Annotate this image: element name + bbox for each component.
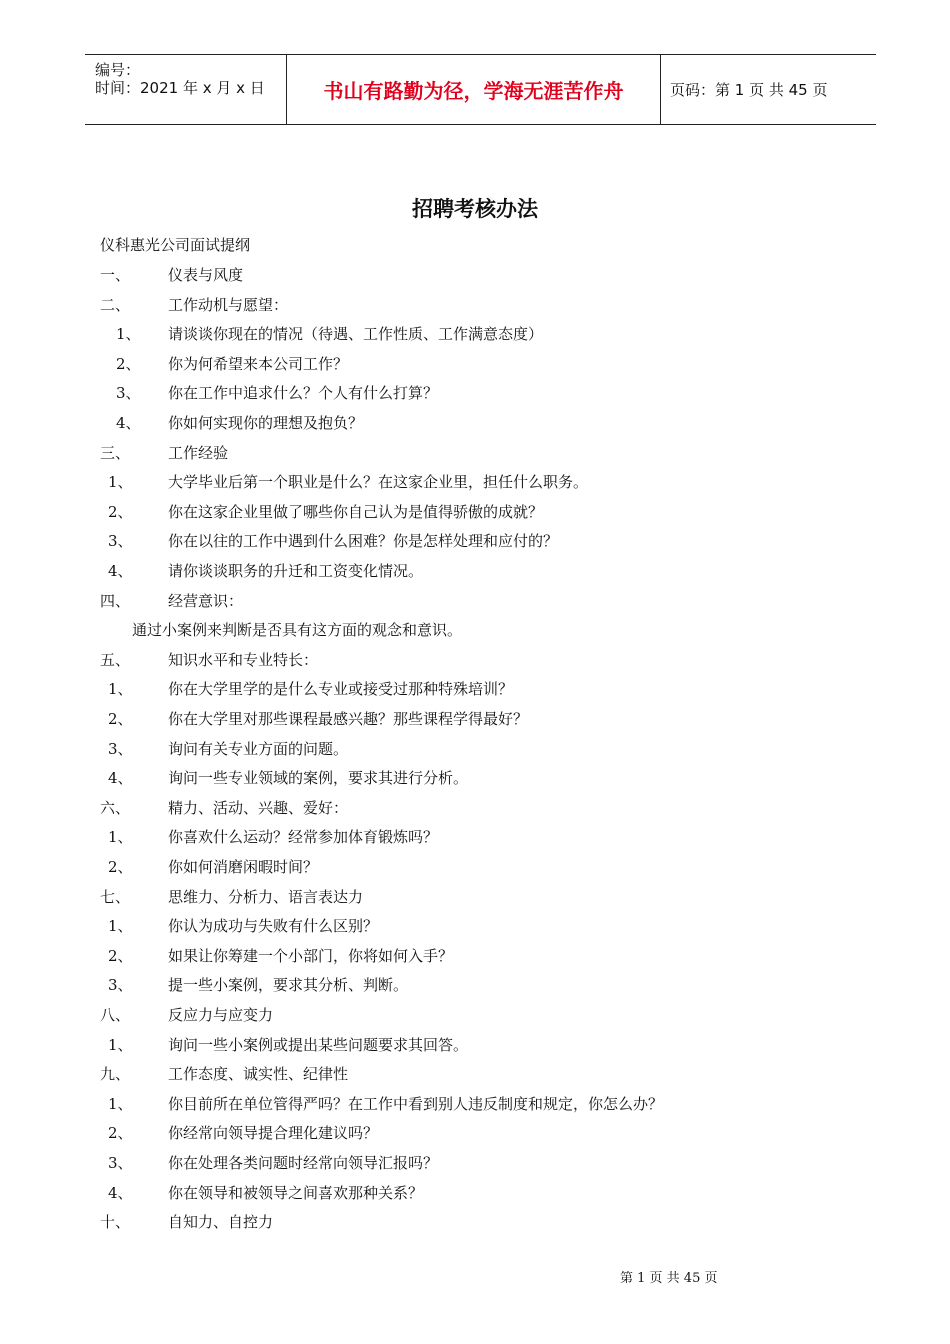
item-text: 你在处理各类问题时经常向领导汇报吗？ bbox=[168, 1154, 439, 1172]
item-text: 如果让你筹建一个小部门，你将如何入手？ bbox=[168, 947, 454, 965]
item-text: 你喜欢什么运动？经常参加体育锻炼吗？ bbox=[168, 828, 439, 846]
item-text: 工作动机与愿望： bbox=[168, 296, 289, 314]
item-text: 请你谈谈职务的升迁和工资变化情况。 bbox=[168, 562, 424, 580]
item-number: 八、 bbox=[100, 1006, 131, 1024]
item-number: 1、 bbox=[108, 473, 133, 491]
item-text: 反应力与应变力 bbox=[168, 1006, 274, 1024]
document-title: 招聘考核办法 bbox=[412, 196, 538, 221]
item-number: 2、 bbox=[108, 1124, 133, 1142]
item-text: 工作态度、诚实性、纪律性 bbox=[168, 1065, 349, 1083]
item-text: 询问一些专业领域的案例，要求其进行分析。 bbox=[168, 769, 469, 787]
item-text: 询问有关专业方面的问题。 bbox=[168, 740, 349, 758]
item-text: 经营意识： bbox=[168, 592, 244, 610]
item-text: 你为何希望来本公司工作？ bbox=[168, 355, 349, 373]
item-number: 六、 bbox=[100, 799, 131, 817]
item-text: 通过小案例来判断是否具有这方面的观念和意识。 bbox=[132, 621, 463, 639]
item-number: 十、 bbox=[100, 1213, 131, 1231]
page-footer: 第 1 页 共 45 页 bbox=[620, 1271, 718, 1286]
item-text: 提一些小案例，要求其分析、判断。 bbox=[168, 976, 409, 994]
item-text: 你经常向领导提合理化建议吗？ bbox=[168, 1124, 379, 1142]
document-subtitle: 仪科惠光公司面试提纲 bbox=[100, 236, 251, 254]
item-text: 你在工作中追求什么？个人有什么打算？ bbox=[168, 384, 439, 402]
serial-number-label: 编号： bbox=[95, 61, 141, 79]
date-label: 时间：2021 年 x 月 x 日 bbox=[95, 79, 265, 97]
item-text: 大学毕业后第一个职业是什么？在这家企业里，担任什么职务。 bbox=[168, 473, 589, 491]
item-number: 三、 bbox=[100, 444, 131, 462]
item-text: 你在大学里对那些课程最感兴趣？那些课程学得最好？ bbox=[168, 710, 529, 728]
item-text: 你如何消磨闲暇时间？ bbox=[168, 858, 319, 876]
page-info-text: 页码：第 1 页 共 45 页 bbox=[670, 81, 828, 99]
item-number: 1、 bbox=[116, 325, 141, 343]
item-number: 1、 bbox=[108, 1095, 133, 1113]
item-number: 1、 bbox=[108, 1036, 133, 1054]
item-number: 3、 bbox=[108, 1154, 133, 1172]
item-number: 四、 bbox=[100, 592, 131, 610]
item-number: 九、 bbox=[100, 1065, 131, 1083]
item-text: 仪表与风度 bbox=[168, 266, 244, 284]
item-number: 1、 bbox=[108, 917, 133, 935]
item-number: 2、 bbox=[108, 858, 133, 876]
header-meta bbox=[85, 55, 287, 124]
item-number: 3、 bbox=[116, 384, 141, 402]
item-text: 你在大学里学的是什么专业或接受过那种特殊培训？ bbox=[168, 680, 514, 698]
item-text: 你在以往的工作中遇到什么困难？你是怎样处理和应付的？ bbox=[168, 532, 559, 550]
item-text: 你认为成功与失败有什么区别？ bbox=[168, 917, 379, 935]
item-number: 2、 bbox=[108, 710, 133, 728]
item-text: 询问一些小案例或提出某些问题要求其回答。 bbox=[168, 1036, 469, 1054]
item-text: 你在这家企业里做了哪些你自己认为是值得骄傲的成就？ bbox=[168, 503, 544, 521]
item-number: 4、 bbox=[108, 769, 133, 787]
item-number: 1、 bbox=[108, 828, 133, 846]
item-number: 3、 bbox=[108, 976, 133, 994]
header-motto: 书山有路勤为径，学海无涯苦作舟 bbox=[287, 55, 661, 124]
item-text: 请谈谈你现在的情况（待遇、工作性质、工作满意态度） bbox=[168, 325, 544, 343]
item-number: 一、 bbox=[100, 266, 131, 284]
header-page-info bbox=[661, 55, 876, 124]
item-number: 五、 bbox=[100, 651, 131, 669]
item-number: 4、 bbox=[108, 562, 133, 580]
item-text: 你在领导和被领导之间喜欢那种关系？ bbox=[168, 1184, 424, 1202]
item-text: 思维力、分析力、语言表达力 bbox=[168, 888, 364, 906]
item-text: 自知力、自控力 bbox=[168, 1213, 274, 1231]
item-number: 七、 bbox=[100, 888, 131, 906]
item-text: 工作经验 bbox=[168, 444, 229, 462]
item-number: 2、 bbox=[108, 503, 133, 521]
item-number: 4、 bbox=[108, 1184, 133, 1202]
item-number: 3、 bbox=[108, 740, 133, 758]
document-header bbox=[85, 54, 876, 125]
item-number: 二、 bbox=[100, 296, 131, 314]
item-number: 2、 bbox=[116, 355, 141, 373]
item-text: 知识水平和专业特长： bbox=[168, 651, 319, 669]
item-text: 你如何实现你的理想及抱负？ bbox=[168, 414, 364, 432]
item-number: 1、 bbox=[108, 680, 133, 698]
item-text: 你目前所在单位管得严吗？在工作中看到别人违反制度和规定，你怎么办？ bbox=[168, 1095, 664, 1113]
item-text: 精力、活动、兴趣、爱好： bbox=[168, 799, 349, 817]
item-number: 3、 bbox=[108, 532, 133, 550]
item-number: 4、 bbox=[116, 414, 141, 432]
item-number: 2、 bbox=[108, 947, 133, 965]
